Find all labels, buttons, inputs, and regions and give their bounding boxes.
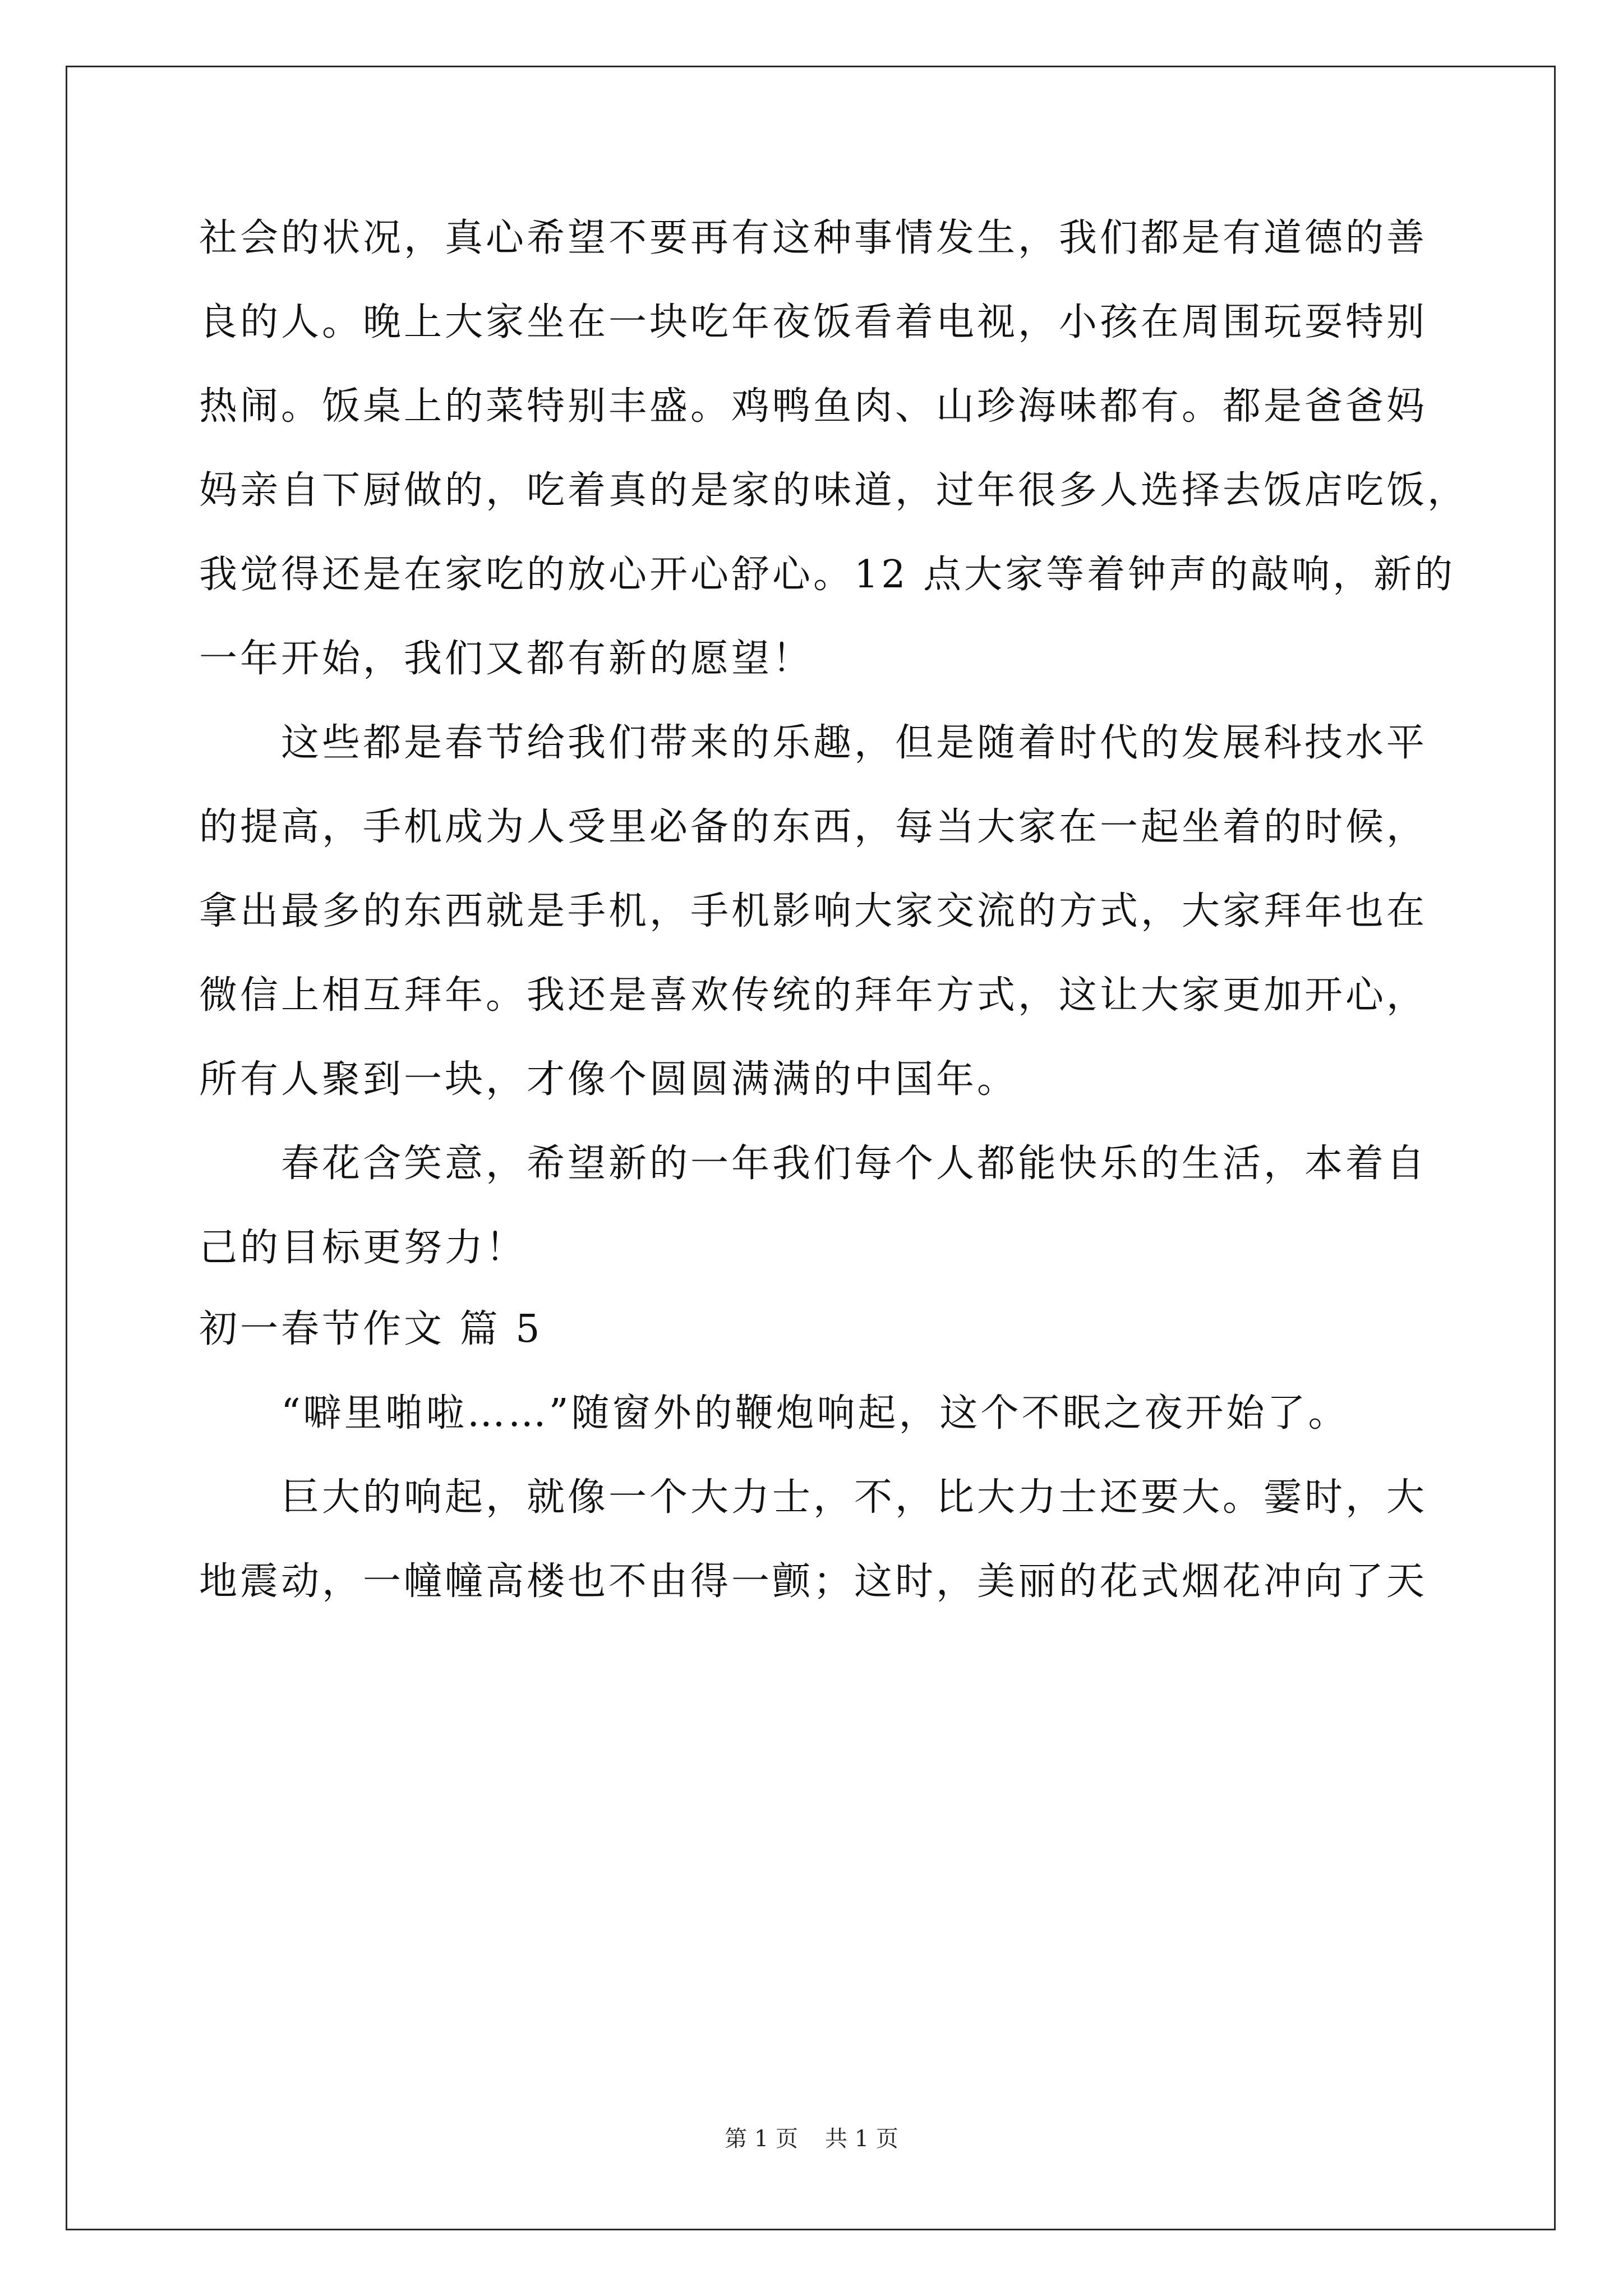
text-line: 我觉得还是在家吃的放心开心舒心。12 点大家等着钟声的敲响，新的 (199, 553, 1456, 597)
text-line: 一年开始，我们又都有新的愿望！ (199, 637, 814, 681)
text-line: 的提高，手机成为人受里必备的东西，每当大家在一起坐着的时候， (199, 805, 1428, 849)
text-line: 良的人。晚上大家坐在一块吃年夜饭看着电视，小孩在周围玩耍特别 (199, 300, 1428, 344)
text-line: 己的目标更努力！ (199, 1226, 527, 1270)
page-footer (0, 2125, 1623, 2153)
section-heading: 初一春节作文 篇 5 (199, 1307, 543, 1351)
text-line: 社会的状况，真心希望不要再有这种事情发生，我们都是有道德的善 (199, 216, 1428, 260)
text-line: 微信上相互拜年。我还是喜欢传统的拜年方式，这让大家更加开心， (199, 973, 1428, 1018)
text-line: 妈亲自下厨做的，吃着真的是家的味道，过年很多人选择去饭店吃饭， (199, 468, 1469, 513)
text-line: 热闹。饭桌上的菜特别丰盛。鸡鸭鱼肉、山珍海味都有。都是爸爸妈 (199, 384, 1428, 429)
text-line: 地震动，一幢幢高楼也不由得一颤；这时，美丽的花式烟花冲向了天 (199, 1559, 1428, 1604)
page-total: 共 1 页 (825, 2126, 898, 2152)
text-line: 这些都是春节给我们带来的乐趣，但是随着时代的发展科技水平 (281, 721, 1428, 765)
text-line: 春花含笑意，希望新的一年我们每个人都能快乐的生活，本着自 (281, 1142, 1428, 1186)
text-line: “噼里啪啦……”随窗外的鞭炮响起，这个不眠之夜开始了。 (281, 1391, 1349, 1435)
text-line: 拿出最多的东西就是手机，手机影响大家交流的方式，大家拜年也在 (199, 889, 1428, 933)
text-line: 所有人聚到一块，才像个圆圆满满的中国年。 (199, 1057, 1018, 1102)
page-number: 第 1 页 (725, 2126, 798, 2152)
text-line: 巨大的响起，就像一个大力士，不，比大力士还要大。霎时，大 (281, 1475, 1428, 1520)
